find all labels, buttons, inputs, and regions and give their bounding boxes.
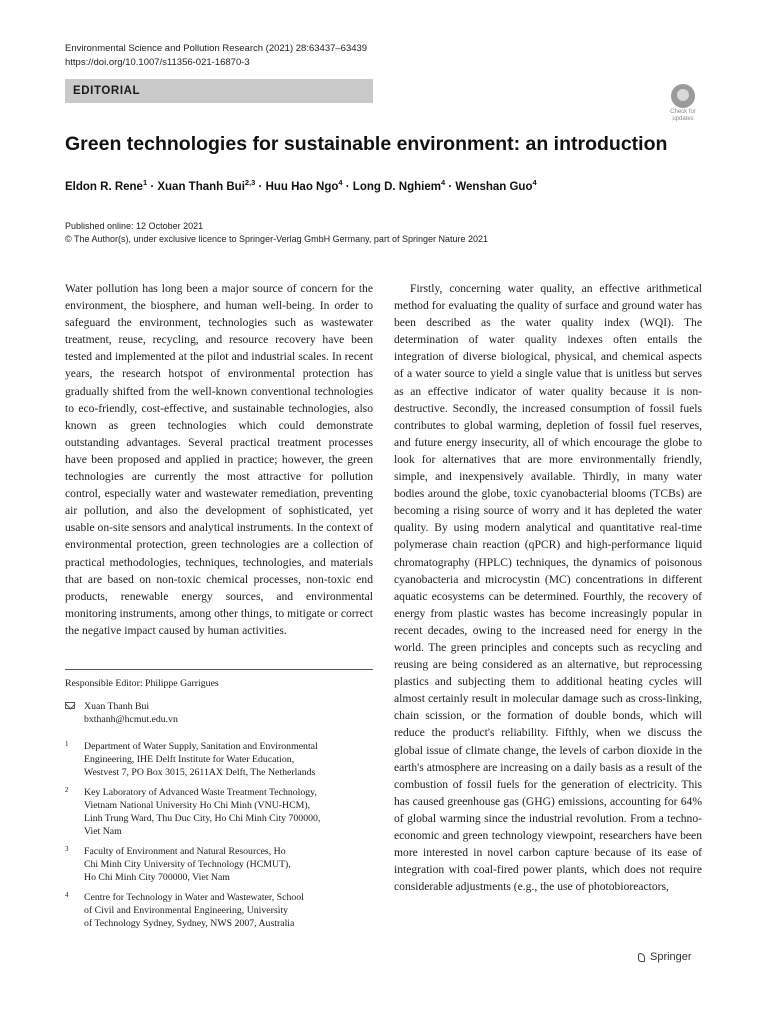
section-label: EDITORIAL xyxy=(65,79,373,103)
affiliation-number: 2 xyxy=(65,786,69,794)
publisher-name: Springer xyxy=(650,951,692,963)
affiliation-line: Viet Nam xyxy=(84,826,122,837)
publisher-logo xyxy=(637,951,692,963)
author-name[interactable]: Huu Hao Ngo xyxy=(265,180,339,193)
check-for-updates-badge[interactable] xyxy=(665,84,701,124)
affiliation-line: Ho Chi Minh City 700000, Viet Nam xyxy=(84,872,230,883)
affiliation-item xyxy=(65,740,373,779)
check-for-updates-icon xyxy=(671,84,695,108)
envelope-icon xyxy=(65,702,75,709)
affiliation-line: Linh Trung Ward, Thu Duc City, Ho Chi Minh City 700000, xyxy=(84,813,321,824)
affiliation-line: Key Laboratory of Advanced Waste Treatment Technology, xyxy=(84,787,317,798)
copyright-line: © The Author(s), under exclusive licence to Springer-Verlag GmbH Germany, part of Springer Nature 2021 xyxy=(65,234,488,244)
author-name[interactable]: Xuan Thanh Bui xyxy=(157,180,245,193)
contact-email[interactable]: bxthanh@hcmut.edu.vn xyxy=(84,714,178,725)
affiliation-item xyxy=(65,891,373,930)
affiliation-item xyxy=(65,786,373,838)
check-for-updates-label: Check for updates xyxy=(670,109,696,122)
author-affiliation-ref: 4 xyxy=(532,178,537,187)
body-column-right: Firstly, concerning water quality, an effective arithmetical method for evaluating the quality of surface and ground water has been described as the water quality index (WQI). The determination of water quality indexes often entails the integration of diverse biological, physical, and chemical aspects of a water source to yield a single value that is unitless but serves as an effective indicator of water quality because it is non-destructive. Secondly, the increased consumption of fossil fuels contributes to global warming, depletion of fossil fuel reserves, and future energy insecurity, all of which encourage the globe to look for alternatives that are more environmentally friendly, simple, and inexpensively available. Thirdly, in many water bodies around the globe, toxic cyanobacterial blooms (TCBs) are becoming a rising source of worry and it has depleted the water quality. By using modern analytical and quantitative real-time polymerase chain reaction (qPCR) and high-performance liquid chromatography (HPLC) techniques, the dynamics of poisonous cyanobacteria and microcystin (MC) concentrations in different aquatic ecosystems can be determined. Fourthly, the recovery of energy from plastic wastes has become increasingly popular in recent decades, owing to the increased need for energy in the world. The green principles and concepts such as recycling and reusing are being considered as an alternative, but reprocessing plastics and subjecting them to additional heating cycles will almost certainly result in molecular damage such as cross-linking, chain scission, or the formation of double bonds, which will reduce the product's reliability. Fifthly, when we discuss the global issue of climate change, the levels of carbon dioxide in the earth's atmosphere are increasing on a daily basis as a result of the combustion of fossil fuels for the generation of electricity. This has caused greenhouse gas (GHG) emissions, accounting for 64% of global warming since the industrial revolution. From a techno-economic and green technology viewpoint, researchers have been more interested in novel carbon capture because of its ease of integration with coal-fired power plants, which does not require considerable adjustments (e.g., the use of photobioreactors, xyxy=(394,282,702,894)
published-date: Published online: 12 October 2021 xyxy=(65,221,204,231)
affiliation-item xyxy=(65,845,373,884)
author-separator: · xyxy=(342,180,353,193)
affiliation-line: Westvest 7, PO Box 3015, 2611AX Delft, The Netherlands xyxy=(84,767,316,778)
affiliation-line: Department of Water Supply, Sanitation and Environmental xyxy=(84,741,318,752)
publication-info xyxy=(65,220,488,246)
affiliation-line: Centre for Technology in Water and Wastewater, School xyxy=(84,892,304,903)
affiliation-number: 3 xyxy=(65,845,69,853)
responsible-editor: Responsible Editor: Philippe Garrigues xyxy=(65,678,219,689)
springer-horse-icon xyxy=(637,952,646,963)
journal-citation: Environmental Science and Pollution Research (2021) 28:63437–63439 xyxy=(65,43,368,54)
doi-link[interactable]: https://doi.org/10.1007/s11356-021-16870-3 xyxy=(65,57,250,68)
article-title: Green technologies for sustainable environment: an introduction xyxy=(65,133,668,155)
affiliation-number: 4 xyxy=(65,891,69,899)
affiliation-line: Vietnam National University Ho Chi Minh (VNU-HCM), xyxy=(84,800,311,811)
journal-header xyxy=(65,42,367,70)
affiliation-line: Chi Minh City University of Technology (HCMUT), xyxy=(84,859,291,870)
author-name[interactable]: Long D. Nghiem xyxy=(352,180,441,193)
body-column-left: Water pollution has long been a major source of concern for the environment, the biosphere, and human well-being. In order to safeguard the environment, technologies such as wastewater treatment, reuse, recycling, and resource recovery have been tested and implemented at the pilot and industrial scales. In recent years, the research hotspot of environmental protection has gradually shifted from the well-known conventional technologies to eco-friendly, cost-effective, and sustainable technologies, also known as green technologies which could demonstrate outstanding advantages. Several practical treatment processes have been proposed and applied in practice; however, the green technologies are currently the most attractive for pollution control, especially water and wastewater remediation, preventing air pollution, and also the development of sophisticated, yet usable on-site sensors and analytical instruments. In the context of environmental protection, green technologies are a collection of practical methodologies, techniques, technologies, and materials that are based on non-toxic chemical processes, non-toxic end products, renewable energy sources, and environmental monitoring instruments, among other things, to mitigate or correct the negative impact caused by human activities. xyxy=(65,282,373,637)
affiliation-line: of Civil and Environmental Engineering, University xyxy=(84,905,289,916)
author-name[interactable]: Eldon R. Rene xyxy=(65,180,143,193)
author-affiliation-ref: 4 xyxy=(338,178,343,187)
author-affiliation-ref: 2,3 xyxy=(244,178,256,187)
author-list xyxy=(65,178,537,193)
author-name[interactable]: Wenshan Guo xyxy=(455,180,533,193)
author-separator: · xyxy=(255,180,266,193)
affiliation-line: Engineering, IHE Delft Institute for Water Education, xyxy=(84,754,295,765)
author-separator: · xyxy=(445,180,456,193)
footnote-divider xyxy=(65,669,373,670)
corresponding-author xyxy=(65,700,178,726)
author-affiliation-ref: 4 xyxy=(440,178,446,187)
affiliation-line: of Technology Sydney, Sydney, NWS 2007, Australia xyxy=(84,918,295,929)
author-separator: · xyxy=(147,180,158,193)
author-affiliation-ref: 1 xyxy=(142,178,148,187)
affiliation-number: 1 xyxy=(65,740,69,748)
contact-name: Xuan Thanh Bui xyxy=(84,701,150,712)
affiliation-line: Faculty of Environment and Natural Resources, Ho xyxy=(84,846,286,857)
